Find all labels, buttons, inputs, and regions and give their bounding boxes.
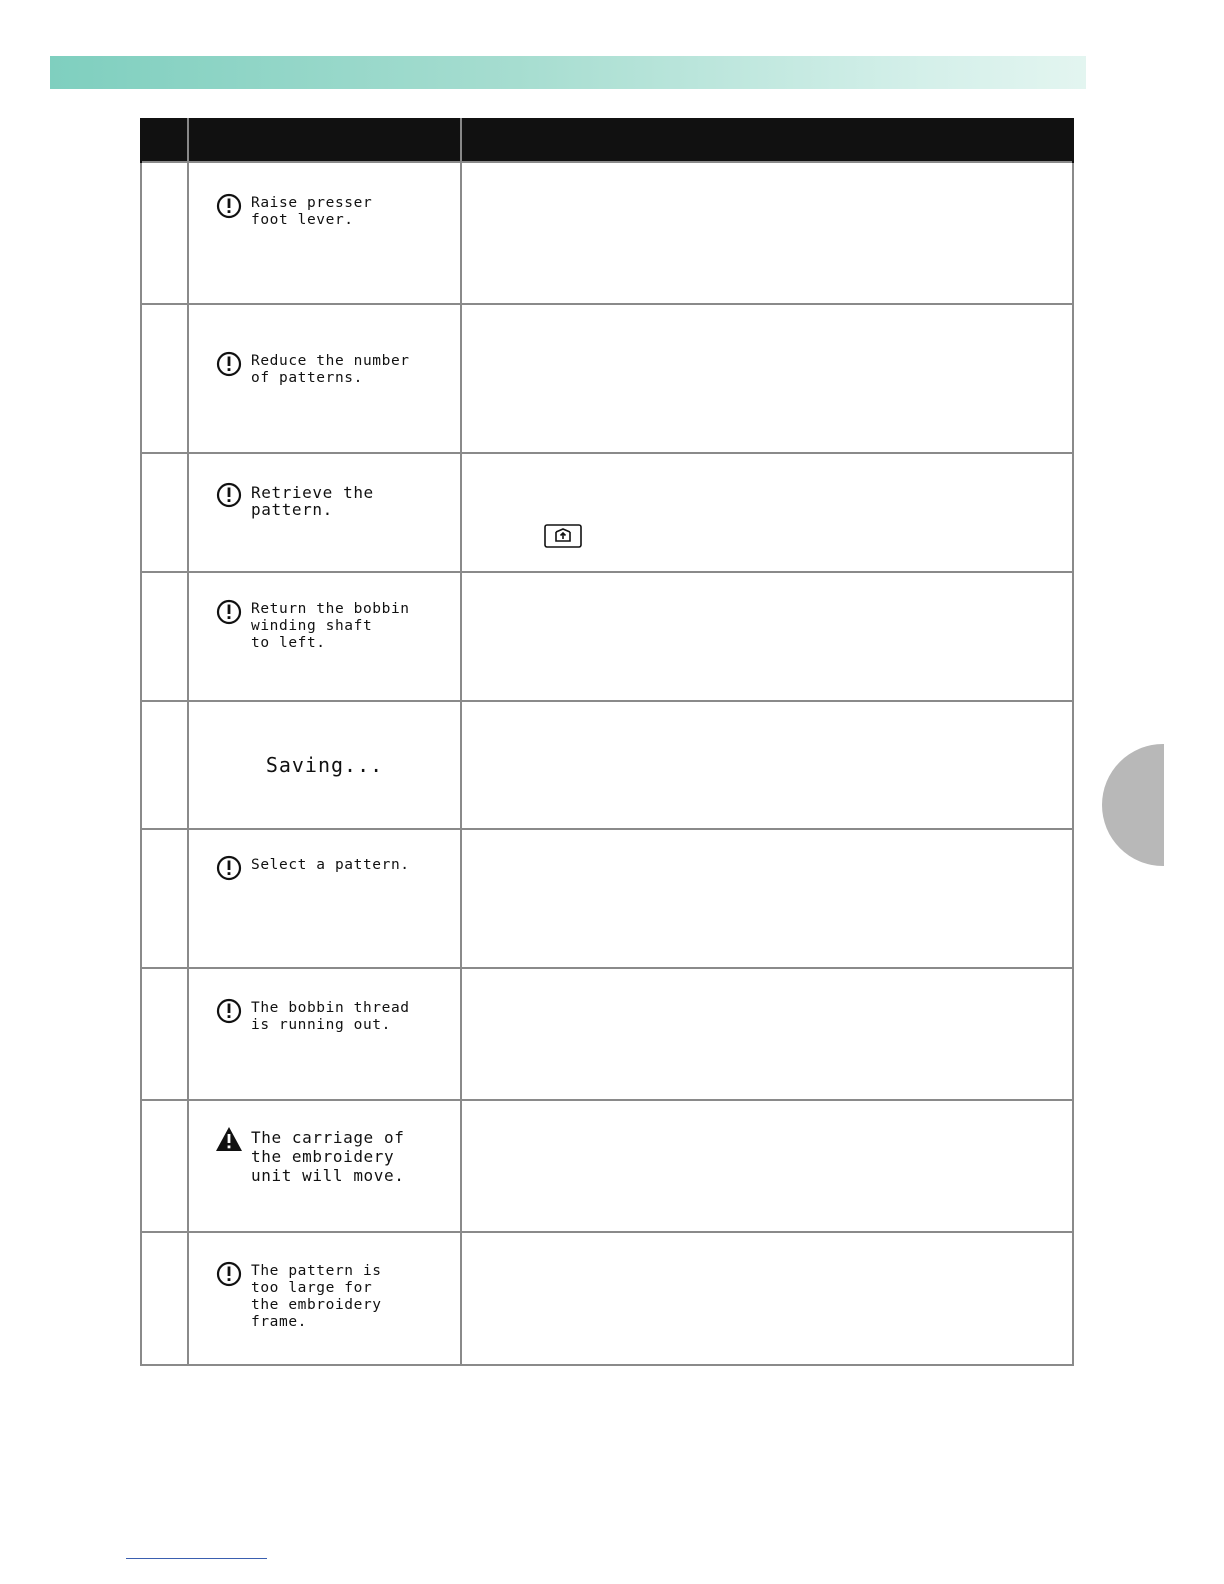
- cause-cell: [461, 572, 1073, 701]
- lcd-message: [189, 857, 460, 882]
- lcd-message: [189, 1263, 460, 1331]
- table-row: [141, 453, 1073, 572]
- cause-cell: [461, 162, 1073, 304]
- cause-cell: [461, 968, 1073, 1100]
- header-cell-number: [141, 118, 188, 162]
- cause-cell: [461, 453, 1073, 572]
- lcd-message: [189, 195, 460, 229]
- error-message-table: [140, 118, 1074, 1366]
- message-text: Reduce the number of patterns.: [251, 352, 410, 386]
- lcd-message: [189, 353, 460, 387]
- message-cell: [188, 162, 461, 304]
- chapter-side-tab: [1102, 744, 1164, 866]
- header-cell-cause: [461, 118, 1073, 162]
- message-cell: [188, 829, 461, 968]
- cause-cell: [461, 1232, 1073, 1365]
- row-number-cell: [141, 829, 188, 968]
- table-row: [141, 162, 1073, 304]
- message-text: Saving...: [265, 752, 384, 777]
- exclamation-circle-icon: [215, 854, 243, 882]
- table-row: [141, 701, 1073, 829]
- cause-cell: [461, 1100, 1073, 1232]
- exclamation-circle-icon: [215, 481, 243, 509]
- message-cell: [188, 1232, 461, 1365]
- lcd-message: [189, 752, 460, 777]
- lcd-message: [189, 1000, 460, 1034]
- warning-triangle-icon: [215, 1125, 243, 1153]
- lcd-message: [189, 484, 460, 518]
- message-cell: [188, 701, 461, 829]
- table-row: [141, 968, 1073, 1100]
- message-cell: [188, 572, 461, 701]
- table-row: [141, 829, 1073, 968]
- footer-link-rule: [126, 1558, 267, 1559]
- lcd-message: [189, 1128, 460, 1185]
- table-row: [141, 1232, 1073, 1365]
- row-number-cell: [141, 304, 188, 453]
- row-number-cell: [141, 1232, 188, 1365]
- exclamation-circle-icon: [215, 350, 243, 378]
- message-text: Return the bobbin winding shaft to left.: [251, 601, 410, 651]
- exclamation-circle-icon: [215, 997, 243, 1025]
- message-cell: [188, 1100, 461, 1232]
- row-number-cell: [141, 572, 188, 701]
- row-number-cell: [141, 453, 188, 572]
- row-number-cell: [141, 968, 188, 1100]
- cause-cell: [461, 829, 1073, 968]
- cause-cell: [461, 701, 1073, 829]
- row-number-cell: [141, 1100, 188, 1232]
- exclamation-circle-icon: [215, 1260, 243, 1288]
- header-cell-message: [188, 118, 461, 162]
- message-text: The carriage of the embroidery unit will move.: [251, 1127, 405, 1185]
- exclamation-circle-icon: [215, 192, 243, 220]
- table-row: [141, 572, 1073, 701]
- header-color-band: [50, 56, 1086, 89]
- message-text: Select a pattern.: [251, 856, 410, 873]
- row-number-cell: [141, 162, 188, 304]
- message-text: Retrieve the pattern.: [251, 482, 374, 519]
- row-number-cell: [141, 701, 188, 829]
- retrieve-key-icon: [544, 524, 582, 548]
- message-text: The bobbin thread is running out.: [251, 1000, 410, 1033]
- table-header-row: [141, 118, 1073, 162]
- table-row: [141, 1100, 1073, 1232]
- message-text: The pattern is too large for the embroidery frame.: [251, 1262, 382, 1330]
- message-cell: [188, 453, 461, 572]
- message-cell: [188, 304, 461, 453]
- message-text: Raise presser foot lever.: [251, 195, 373, 228]
- cause-cell: [461, 304, 1073, 453]
- exclamation-circle-icon: [215, 598, 243, 626]
- table-row: [141, 304, 1073, 453]
- message-cell: [188, 968, 461, 1100]
- lcd-message: [189, 601, 460, 652]
